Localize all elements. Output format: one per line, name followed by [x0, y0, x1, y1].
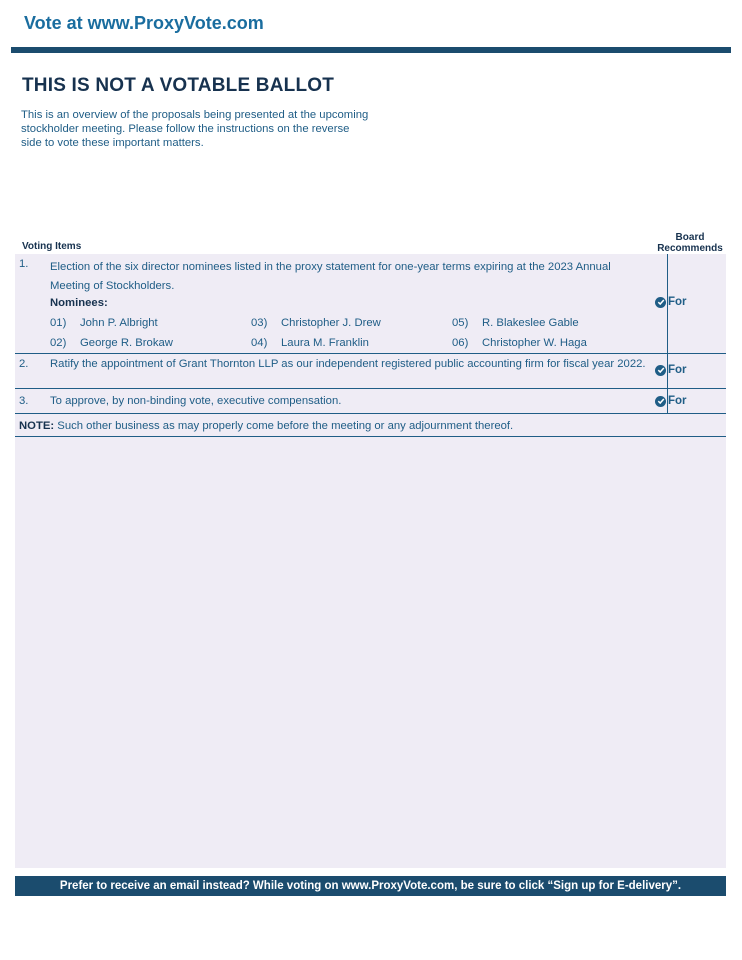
board-recommendation [655, 395, 687, 407]
nominee-number: 01) [50, 317, 67, 329]
nominee-name: Christopher J. Drew [281, 317, 381, 329]
nominee-number: 02) [50, 337, 67, 349]
nominee-number: 05) [452, 317, 469, 329]
nominee [251, 317, 381, 329]
nominee [452, 337, 587, 349]
voting-item-row [15, 254, 726, 354]
nominee-number: 04) [251, 337, 268, 349]
nominee [50, 337, 173, 349]
nominee-name: R. Blakeslee Gable [482, 317, 579, 329]
check-circle-icon [655, 365, 666, 376]
item-text: Election of the six director nominees listed in the proxy statement for one-year terms expiring at the 2023 Annual Meeting of Stockholders. [50, 261, 611, 292]
nominee-name: George R. Brokaw [80, 337, 173, 349]
check-circle-icon [655, 396, 666, 407]
nominees-label: Nominees: [50, 297, 108, 309]
nominee-number: 03) [251, 317, 268, 329]
intro-paragraph: This is an overview of the proposals being presented at the upcoming stockholder meeting. Please follow the instructions on the reverse side to vote these important matters. [21, 109, 369, 149]
nominee-name: Laura M. Franklin [281, 337, 369, 349]
edelivery-footer-banner: Prefer to receive an email instead? While voting on www.ProxyVote.com, be sure to click “Sign up for E-delivery”. [15, 876, 726, 896]
item-number: 1. [19, 258, 29, 270]
item-number: 2. [19, 358, 29, 370]
item-number: 3. [19, 395, 29, 407]
recommendation-label: For [668, 296, 687, 308]
board-recommendation [655, 364, 687, 376]
voting-item-row [15, 389, 726, 414]
note-label: NOTE: [19, 420, 55, 432]
board-recommends-header-line2: Recommends [657, 243, 723, 254]
page-title: THIS IS NOT A VOTABLE BALLOT [22, 75, 335, 96]
recommendation-label: For [668, 364, 687, 376]
board-recommends-header-line1: Board [675, 232, 705, 243]
board-recommendation [655, 296, 687, 308]
recommendation-label: For [668, 395, 687, 407]
check-circle-icon [655, 297, 666, 308]
vote-url-heading: Vote at www.ProxyVote.com [24, 13, 264, 33]
top-divider [11, 47, 731, 53]
nominee [452, 317, 579, 329]
nominee-number: 06) [452, 337, 469, 349]
nominee [251, 337, 369, 349]
voting-item-row [15, 354, 726, 389]
nominee-name: Christopher W. Haga [482, 337, 587, 349]
note-text [19, 420, 513, 432]
nominee [50, 317, 158, 329]
voting-items-header: Voting Items [22, 241, 82, 252]
nominee-name: John P. Albright [80, 317, 158, 329]
item-text: Ratify the appointment of Grant Thornton LLP as our independent registered public accounting firm for fiscal year 2022. [50, 358, 646, 370]
item-text: To approve, by non-binding vote, executive compensation. [50, 395, 342, 407]
board-recommends-header [654, 232, 726, 254]
note-body: Such other business as may properly come before the meeting or any adjournment thereof. [54, 420, 514, 432]
